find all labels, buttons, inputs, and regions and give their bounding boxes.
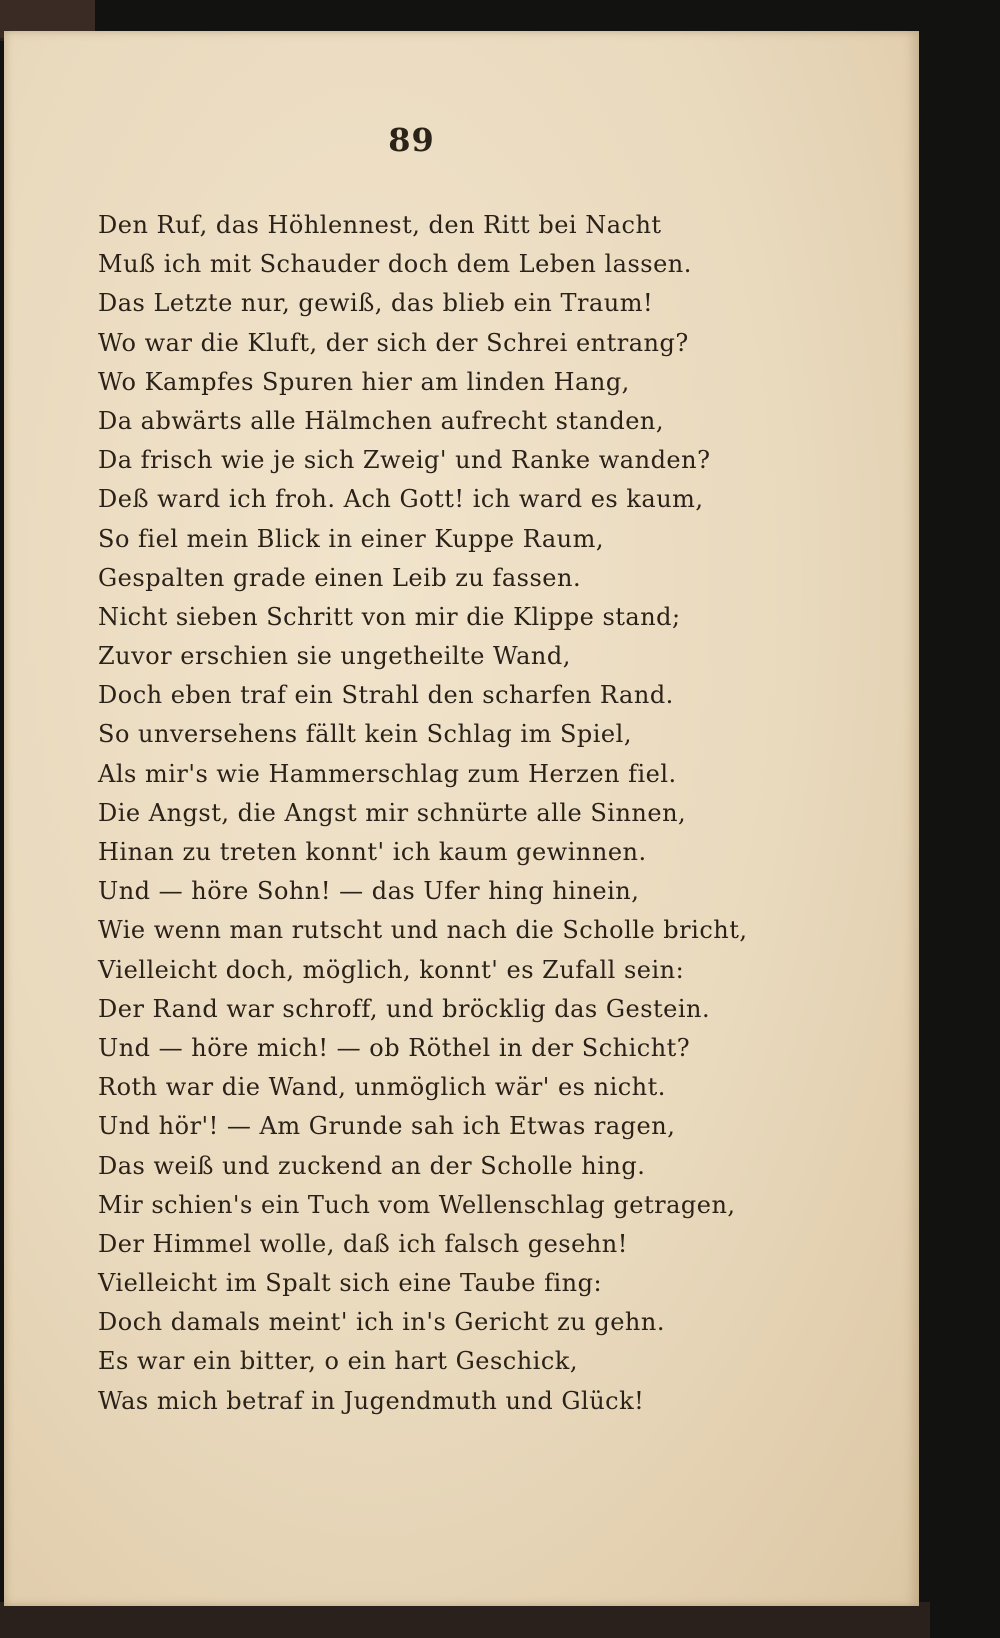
poem-line: Und — höre Sohn! — das Ufer hing hinein,	[98, 877, 640, 906]
poem-line: Als mir's wie Hammerschlag zum Herzen fiel.	[98, 759, 677, 788]
poem-line: Das weiß und zuckend an der Scholle hing.	[98, 1151, 646, 1180]
poem-line: Gespalten grade einen Leib zu fassen.	[98, 563, 582, 592]
poem-line: Hinan zu treten konnt' ich kaum gewinnen.	[98, 838, 647, 866]
poem-line: Wie wenn man rutscht und nach die Scholle bricht,	[98, 916, 748, 945]
page-number: 89	[388, 121, 435, 159]
poem-line: So fiel mein Blick in einer Kuppe Raum,	[98, 524, 605, 553]
poem-line: Doch eben traf ein Strahl den scharfen Rand.	[98, 681, 674, 710]
poem-line: Vielleicht im Spalt sich eine Taube fing:	[98, 1269, 603, 1298]
poem-line: Da frisch wie je sich Zweig' und Ranke wanden?	[98, 446, 711, 475]
poem-line: Das Letzte nur, gewiß, das blieb ein Traum!	[98, 289, 654, 318]
poem-line: Der Himmel wolle, daß ich falsch gesehn!	[98, 1229, 628, 1258]
poem-line: Der Rand war schroff, und bröcklig das Gestein.	[98, 994, 711, 1023]
poem-line: Und hör'! — Am Grunde sah ich Etwas ragen,	[98, 1112, 676, 1141]
poem-line: So unversehens fällt kein Schlag im Spiel,	[98, 720, 632, 749]
poem-line: Deß ward ich froh. Ach Gott! ich ward es kaum,	[98, 485, 704, 514]
poem-text	[98, 206, 818, 1421]
poem-line: Was mich betraf in Jugendmuth und Glück!	[98, 1386, 645, 1415]
book-cover-edge-bottom	[0, 1602, 930, 1638]
poem-line: Die Angst, die Angst mir schnürte alle Sinnen,	[98, 798, 687, 827]
poem-line: Wo Kampfes Spuren hier am linden Hang,	[98, 367, 630, 396]
book-page	[4, 31, 919, 1606]
poem-line: Und — höre mich! — ob Röthel in der Schicht?	[98, 1033, 691, 1062]
poem-line: Es war ein bitter, o ein hart Geschick,	[98, 1347, 578, 1376]
poem-line: Zuvor erschien sie ungetheilte Wand,	[98, 642, 571, 671]
poem-line: Vielleicht doch, möglich, konnt' es Zufall sein:	[98, 955, 685, 984]
poem-line: Da abwärts alle Hälmchen aufrecht standen,	[98, 406, 664, 435]
poem-line: Nicht sieben Schritt von mir die Klippe stand;	[98, 602, 681, 631]
poem-line: Den Ruf, das Höhlennest, den Ritt bei Nacht	[98, 211, 662, 239]
poem-line: Wo war die Kluft, der sich der Schrei entrang?	[98, 328, 689, 357]
poem-line: Roth war die Wand, unmöglich wär' es nicht.	[98, 1073, 666, 1102]
poem-line: Doch damals meint' ich in's Gericht zu gehn.	[98, 1308, 665, 1337]
poem-line: Mir schien's ein Tuch vom Wellenschlag getragen,	[98, 1190, 736, 1219]
poem-line: Muß ich mit Schauder doch dem Leben lassen.	[98, 250, 692, 279]
